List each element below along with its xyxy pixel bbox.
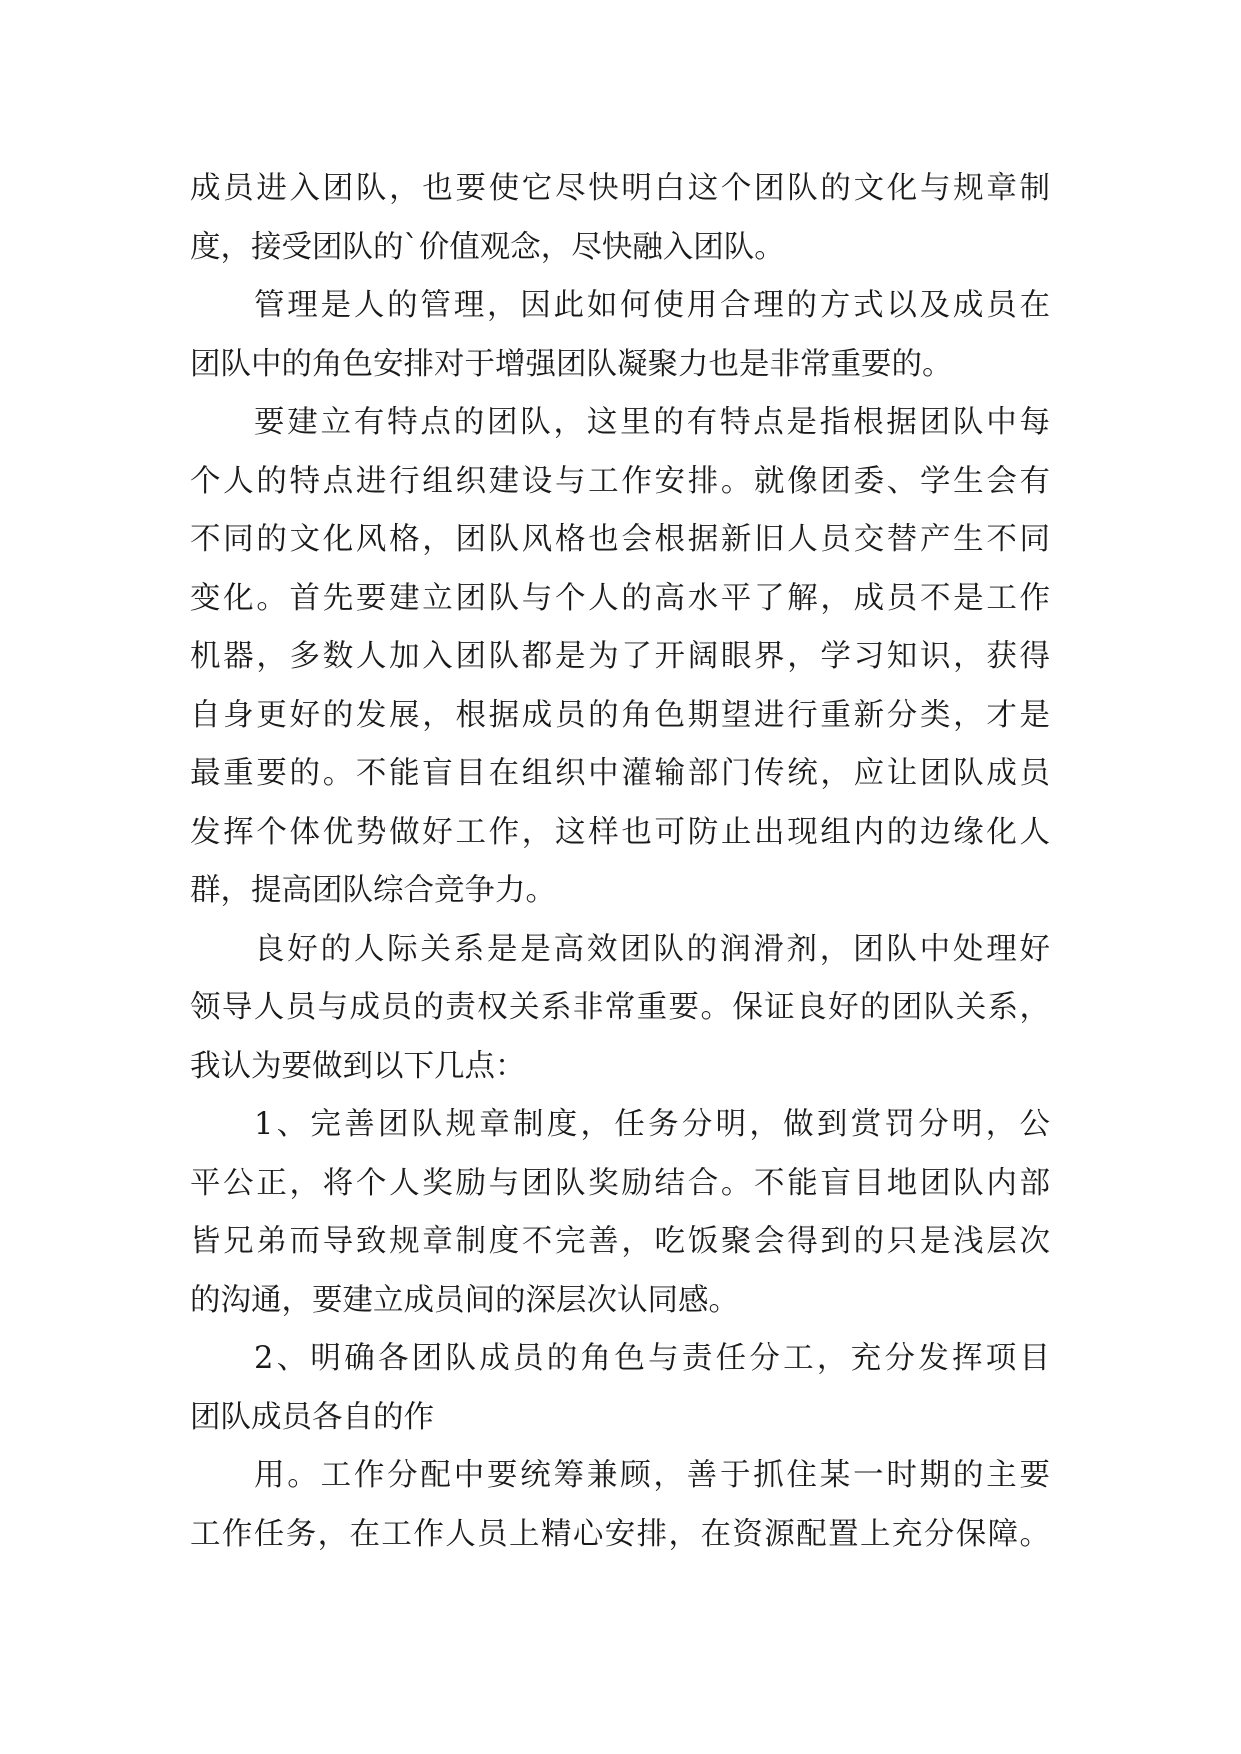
text-line: 群，提高团队综合竞争力。 xyxy=(190,873,556,908)
text-line: 我认为要做到以下几点： xyxy=(190,1048,526,1084)
text-line: 领导人员与成员的责权关系非常重要。保证良好的团队关系， xyxy=(190,990,1050,1025)
paragraph-first-line: 用。工作分配中要统筹兼顾，善于抓住某一时期的主要 xyxy=(254,1458,1050,1493)
list-item-first-line: 2、明确各团队成员的角色与责任分工，充分发挥项目 xyxy=(254,1341,1050,1376)
text-line: 的沟通，要建立成员间的深层次认同感。 xyxy=(190,1282,739,1318)
text-line: 团队成员各自的作 xyxy=(190,1399,434,1435)
text-line: 变化。首先要建立团队与个人的高水平了解，成员不是工作 xyxy=(190,580,1050,616)
text-line: 个人的特点进行组织建设与工作安排。就像团委、学生会有 xyxy=(190,463,1050,499)
text-line: 自身更好的发展，根据成员的角色期望进行重新分类，才是 xyxy=(190,697,1050,733)
text-line: 度，接受团队的`价值观念，尽快融入团队。 xyxy=(190,229,785,265)
text-line: 皆兄弟而导致规章制度不完善，吃饭聚会得到的只是浅层次 xyxy=(190,1224,1050,1259)
text-line: 工作任务，在工作人员上精心安排，在资源配置上充分保障。 xyxy=(190,1516,1050,1552)
list-item-first-line: 1、完善团队规章制度，任务分明，做到赏罚分明，公 xyxy=(254,1107,1050,1142)
document-body xyxy=(190,160,1050,1564)
paragraph-first-line: 良好的人际关系是是高效团队的润滑剂，团队中处理好 xyxy=(254,931,1050,967)
text-line: 不同的文化风格，团队风格也会根据新旧人员交替产生不同 xyxy=(190,522,1050,557)
paragraph-first-line: 管理是人的管理，因此如何使用合理的方式以及成员在 xyxy=(254,288,1050,323)
text-line: 最重要的。不能盲目在组织中灌输部门传统，应让团队成员 xyxy=(190,756,1050,791)
text-line: 团队中的角色安排对于增强团队凝聚力也是非常重要的。 xyxy=(190,346,953,382)
text-line: 平公正，将个人奖励与团队奖励结合。不能盲目地团队内部 xyxy=(190,1165,1050,1201)
text-line: 发挥个体优势做好工作，这样也可防止出现组内的边缘化人 xyxy=(190,814,1050,850)
paragraph-first-line: 要建立有特点的团队，这里的有特点是指根据团队中每 xyxy=(254,405,1050,440)
text-line: 成员进入团队，也要使它尽快明白这个团队的文化与规章制 xyxy=(190,171,1050,206)
text-line: 机器，多数人加入团队都是为了开阔眼界，学习知识，获得 xyxy=(190,639,1050,674)
